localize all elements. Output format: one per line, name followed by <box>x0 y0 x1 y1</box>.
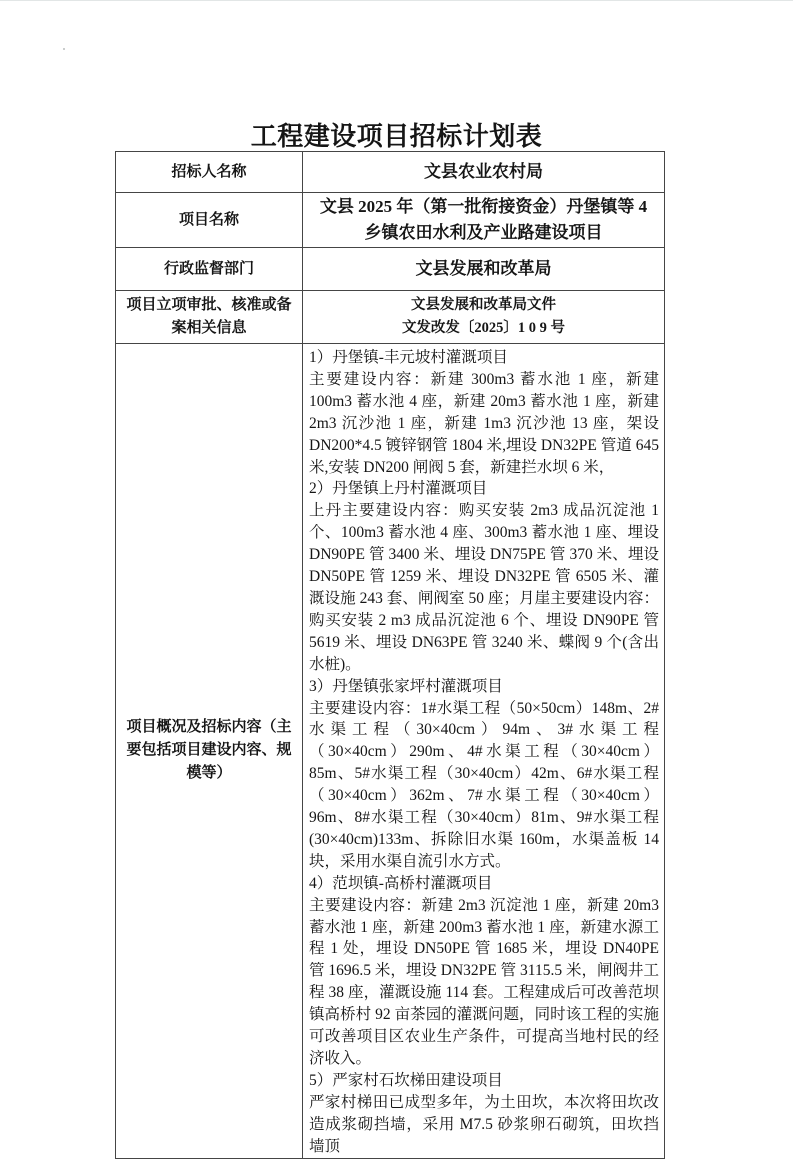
approval-document-number: 文发改发〔2025〕1 0 9 号 <box>401 320 566 336</box>
project-section-5-heading: 5）严家村石坎梯田建设项目 <box>309 1071 503 1089</box>
project-section-1 <box>309 347 659 478</box>
project-section-5-body: 严家村梯田已成型多年，为土田坎，本次将田坎改造成浆砌挡墙，采用 M7.5 砂浆卵石砌筑，田坎挡墙顶 <box>309 1093 659 1155</box>
project-section-1-body: 主要建设内容：新建 300m3 蓄水池 1 座，新建 100m3 蓄水池 4 座，新建 20m3 蓄水池 1 座，新建 2m3 沉沙池 1 座，新建 1m3 沉沙池 13 座，架设 DN200*4.5 镀锌钢管 1804 米,埋设 DN32PE 管道 645 米,安装 DN200 闸阀 5 套，新建拦水坝 6 米， <box>309 370 659 476</box>
table-row-bidder <box>116 152 665 193</box>
approval-document-name: 文县发展和改革局文件 <box>411 297 556 313</box>
scan-artifact-speck <box>63 48 65 50</box>
project-section-4-body: 主要建设内容：新建 2m3 沉淀池 1 座，新建 20m3 蓄水池 1 座，新建 200m3 蓄水池 1 座，新建水源工程 1 处，埋设 DN50PE 管 1685 米，埋设 DN40PE 管 1696.5 米，埋设 DN32PE 管 3115.5 米，闸阀井工程 38 座，灌溉设施 114 套。工程建成后可改善范坝镇高桥村 92 亩茶园的灌溉问题，同时该工程的实施可改善项目区农业生产条件，可提高当地村民的经济收入。 <box>309 896 659 1067</box>
project-section-2-heading: 2）丹堡镇上丹村灌溉项目 <box>309 480 488 498</box>
project-section-4-heading: 4）范坝镇-高桥村灌溉项目 <box>309 874 493 892</box>
page-title: 工程建设项目招标计划表 <box>250 122 543 152</box>
supervising-department-value: 文县发展和改革局 <box>303 248 665 291</box>
bidder-name-label: 招标人名称 <box>116 152 303 193</box>
project-section-2-body: 上丹主要建设内容：购买安装 2m3 成品沉淀池 1 个、100m3 蓄水池 4 座、300m3 蓄水池 1 座、埋设 DN90PE 管 3400 米、埋设 DN75PE 管 370 米、埋设 DN50PE 管 1259 米、埋设 DN32PE 管 6505 米、灌溉设施 243 套、闸阀室 50 座；月崖主要建设内容：购买安装 2 m3 成品沉淀池 6 个、埋设 DN90PE 管 5619 米、埋设 DN63PE 管 3240 米、蝶阀 9 个(含出水桩)。 <box>309 502 659 673</box>
approval-info-label: 项目立项审批、核准或备案相关信息 <box>116 291 303 344</box>
project-section-3-heading: 3）丹堡镇张家坪村灌溉项目 <box>309 677 503 695</box>
project-overview-label: 项目概况及招标内容（主要包括项目建设内容、规模等） <box>116 344 303 1159</box>
table-row-project-name <box>116 193 665 248</box>
project-section-3-body: 主要建设内容：1#水渠工程（50×50cm）148m、2#水渠工程（30×40cm）94m、3#水渠工程（30×40cm）290m、4#水渠工程（30×40cm）85m、5#水渠工程（30×40cm）42m、6#水渠工程（30×40cm）362m、7#水渠工程（30×40cm）96m、8#水渠工程（30×40cm）81m、9#水渠工程(30×40cm)133m、拆除旧水渠 160m，水渠盖板 14 块，采用水渠自流引水方式。 <box>309 699 659 870</box>
table-row-supervisor <box>116 248 665 291</box>
project-section-4 <box>309 873 659 1070</box>
table-row-approval <box>116 291 665 344</box>
project-overview-content <box>303 344 665 1159</box>
scan-artifact-top-edge <box>0 0 793 1</box>
project-name-label: 项目名称 <box>116 193 303 248</box>
bidder-name-value: 文县农业农村局 <box>303 152 665 193</box>
project-name-value: 文县 2025 年（第一批衔接资金）丹堡镇等 4 乡镇农田水利及产业路建设项目 <box>303 193 665 248</box>
project-section-5 <box>309 1070 659 1158</box>
supervising-department-label: 行政监督部门 <box>116 248 303 291</box>
project-section-2 <box>309 478 659 675</box>
project-section-3 <box>309 676 659 873</box>
project-section-1-heading: 1）丹堡镇-丰元坡村灌溉项目 <box>309 349 508 366</box>
table-row-overview <box>116 344 665 1159</box>
bidding-plan-table <box>115 151 665 1159</box>
approval-info-value <box>303 291 665 344</box>
